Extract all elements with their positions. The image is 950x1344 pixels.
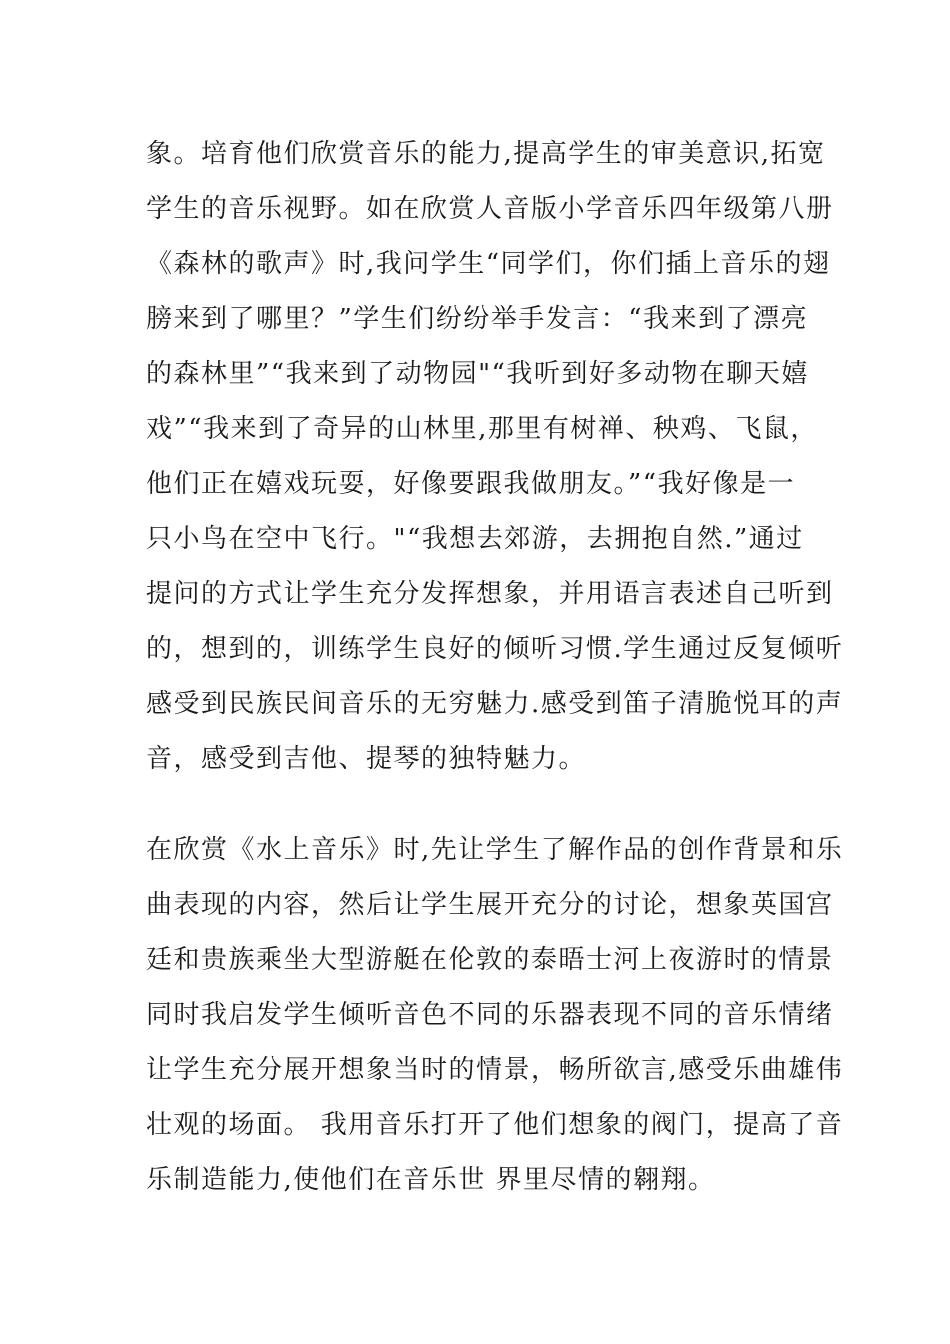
text-line: 学生的音乐视野。如在欣赏人音版小学音乐四年级第八册 xyxy=(146,194,834,224)
text-line: 他们正在嬉戏玩耍，好像要跟我做朋友。”“我好像是一 xyxy=(146,469,796,499)
text-line: 感受到民族民间音乐的无穷魅力.感受到笛子清脆悦耳的声 xyxy=(146,689,844,719)
text-line: 让学生充分展开想象当时的情景，畅所欲言,感受乐曲雄伟 xyxy=(146,1055,844,1085)
text-line: 曲表现的内容，然后让学生展开充分的讨论，想象英国宫 xyxy=(146,890,834,920)
text-line: 音，感受到吉他、提琴的独特魅力。 xyxy=(146,744,587,774)
text-line: 的森林里”“我来到了动物园"“我听到好多动物在聊天嬉 xyxy=(146,359,809,389)
text-line: 同时我启发学生倾听音色不同的乐器表现不同的音乐情绪 xyxy=(146,1000,834,1030)
text-line: 廷和贵族乘坐大型游艇在伦敦的泰晤士河上夜游时的情景 xyxy=(146,945,834,975)
text-line: 的，想到的，训练学生良好的倾听习惯.学生通过反复倾听 xyxy=(146,634,844,664)
text-line: 提问的方式让学生充分发挥想象，并用语言表述自己听到 xyxy=(146,579,834,609)
text-line: 乐制造能力,使他们在音乐世 界里尽情的翱翔。 xyxy=(146,1165,716,1195)
text-line: 《森林的歌声》时,我问学生“同学们，你们插上音乐的翅 xyxy=(146,249,831,279)
text-line: 象。培育他们欣赏音乐的能力,提高学生的审美意识,拓宽 xyxy=(146,139,826,169)
text-line: 只小鸟在空中飞行。"“我想去郊游，去拥抱自然.”通过 xyxy=(146,524,804,554)
text-line: 在欣赏《水上音乐》时,先让学生了解作品的创作背景和乐 xyxy=(146,835,844,865)
text-line: 膀来到了哪里？”学生们纷纷举手发言：“我来到了漂亮 xyxy=(146,304,809,334)
text-line: 戏”“我来到了奇异的山林里,那里有树禅、秧鸡、飞鼠， xyxy=(146,414,818,444)
paragraph-1 xyxy=(146,127,844,787)
paragraph-2 xyxy=(146,823,844,1208)
text-line: 壮观的场面。 我用音乐打开了他们想象的阀门，提高了音 xyxy=(146,1110,844,1140)
